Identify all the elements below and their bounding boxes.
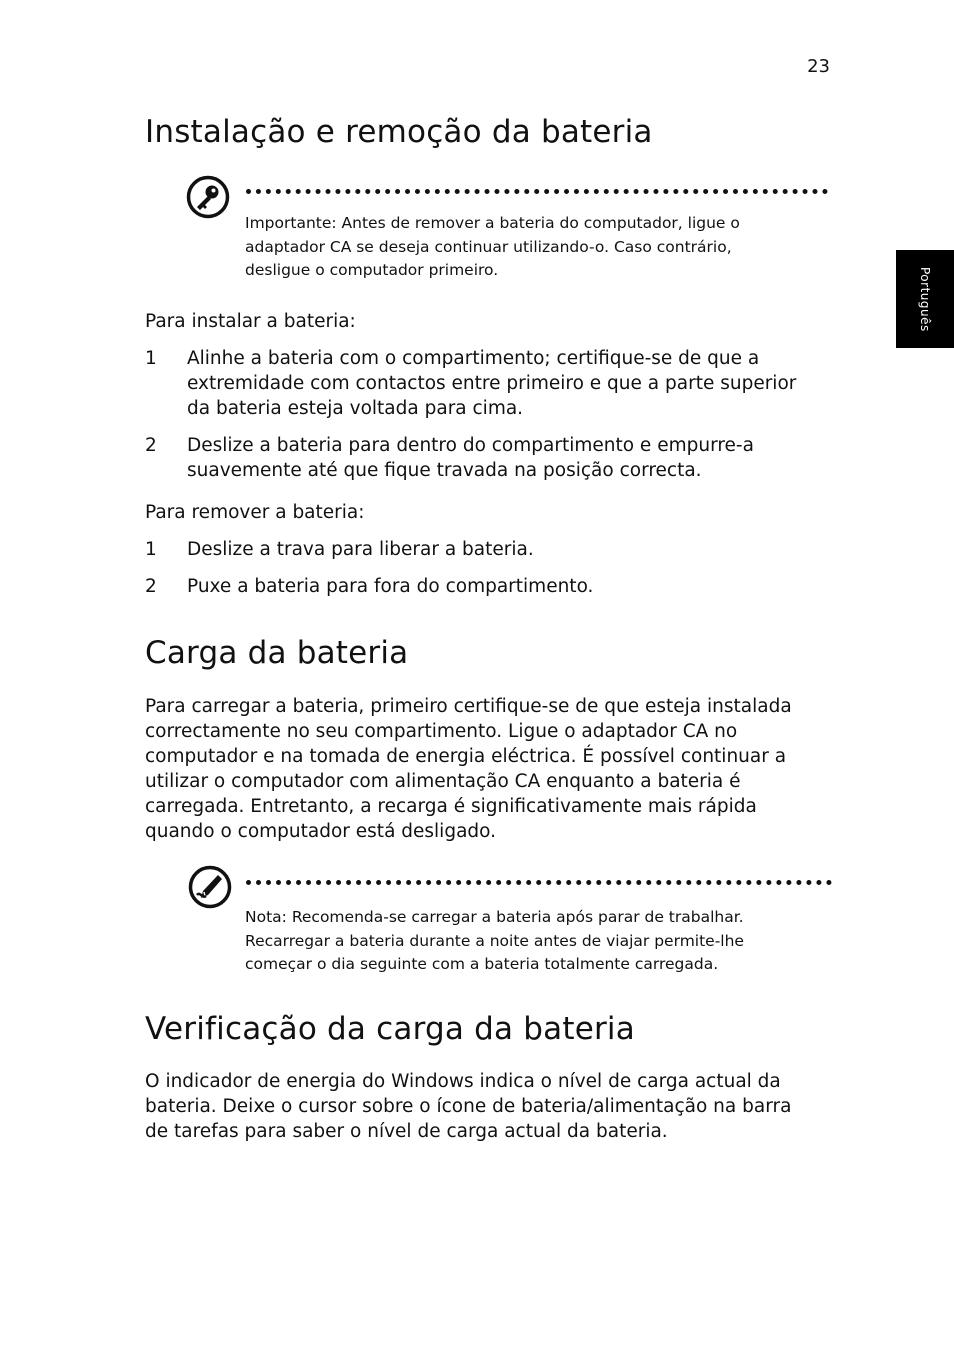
check-body [145,1069,791,1144]
body-line: quando o computador está desligado. [145,821,497,842]
step-line: Deslize a bateria para dentro do compartimento e empurre-a [187,435,754,456]
important-label: Importante: [245,214,337,232]
important-note [245,212,740,283]
heading-install-remove: Instalação e remoção da bateria [145,114,653,150]
note-line: Recomenda-se carregar a bateria após parar de trabalhar. [286,908,744,926]
language-tab [896,250,954,348]
step-line: Alinhe a bateria com o compartimento; certifique-se de que a [187,348,760,369]
body-line: O indicador de energia do Windows indica o nível de carga actual da [145,1071,781,1092]
body-line: bateria. Deixe o cursor sobre o ícone de bateria/alimentação na barra [145,1096,792,1117]
install-step-1 [145,346,796,421]
body-line: de tarefas para saber o nível de carga actual da bateria. [145,1121,668,1142]
key-icon [186,175,230,219]
step-number: 2 [145,435,157,456]
note-label: Nota: [245,908,287,926]
step-number: 1 [145,348,157,369]
note-line: Recarregar a bateria durante a noite antes de viajar permite-lhe [245,931,744,950]
body-line: carregada. Entretanto, a recarga é significativamente mais rápida [145,796,757,817]
heading-check-charge: Verificação da carga da bateria [145,1011,635,1047]
important-line: desligue o computador primeiro. [245,261,499,279]
charge-note [245,906,744,977]
install-step-2 [145,433,754,483]
step-number: 1 [145,539,157,560]
body-line: Para carregar a bateria, primeiro certifique-se de que esteja instalada [145,696,792,717]
remove-intro: Para remover a bateria: [145,502,365,523]
heading-charge: Carga da bateria [145,635,409,671]
step-line: Puxe a bateria para fora do compartimento. [187,576,594,597]
body-line: computador e na tomada de energia eléctrica. É possível continuar a [145,746,787,767]
remove-step-2 [145,574,593,599]
remove-step-1 [145,537,534,562]
charge-body [145,694,792,844]
step-line: da bateria esteja voltada para cima. [187,398,524,419]
note-divider [246,189,828,194]
step-line: suavemente até que fique travada na posição correcta. [187,460,702,481]
step-line: Deslize a trava para liberar a bateria. [187,539,534,560]
note-line: começar o dia seguinte com a bateria totalmente carregada. [245,955,719,973]
step-number: 2 [145,576,157,597]
important-line: Antes de remover a bateria do computador, ligue o [336,214,740,232]
body-line: correctamente no seu compartimento. Ligue o adaptador CA no [145,721,738,742]
pen-icon [188,865,232,909]
note-divider [246,880,832,885]
install-intro: Para instalar a bateria: [145,311,356,332]
body-line: utilizar o computador com alimentação CA enquanto a bateria é [145,771,741,792]
page-number: 23 [807,56,830,77]
important-line: adaptador CA se deseja continuar utilizando-o. Caso contrário, [245,237,732,256]
step-line: extremidade com contactos entre primeiro e que a parte superior [187,373,797,394]
language-tab-label: Português [918,266,932,332]
